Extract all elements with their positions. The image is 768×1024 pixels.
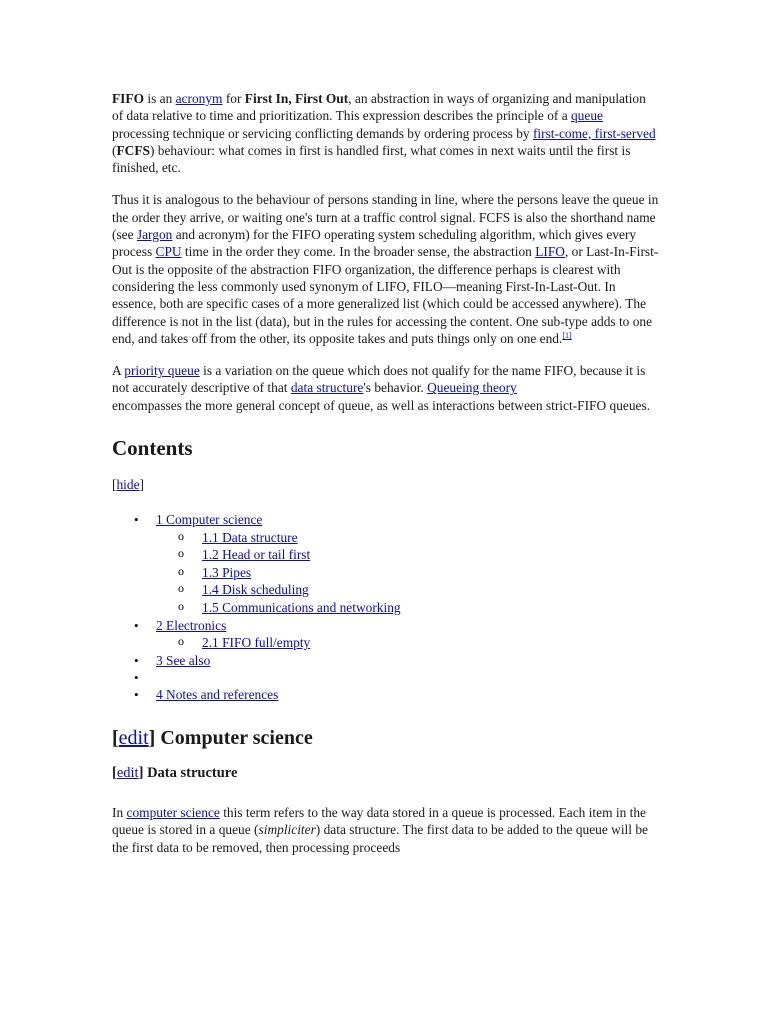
term-fcfs: FCFS [116, 142, 150, 158]
text-run: for [222, 91, 245, 106]
toc-link-communications-and-networking[interactable]: 1.5 Communications and networking [202, 600, 401, 616]
toc-link-fifo-full-empty[interactable]: 2.1 FIFO full/empty [202, 635, 311, 651]
toc-link-see-also[interactable]: 3 See also [156, 652, 211, 668]
toc-item [156, 686, 660, 704]
table-of-contents [112, 511, 660, 704]
toc-subitem [202, 529, 660, 547]
subsection-title: Data structure [143, 764, 238, 781]
text-run: In [112, 804, 127, 820]
bracket: ] [148, 726, 156, 749]
toc-subitem [202, 546, 660, 564]
text-run: is a variation on the queue which does not qualify for the name FIFO, because it is not accurately descriptive of that [112, 363, 646, 396]
lifo-link[interactable]: LIFO [535, 244, 565, 260]
text-run: and acronym) for the FIFO operating system scheduling algorithm, which gives every process [112, 227, 637, 260]
cpu-link[interactable]: CPU [155, 244, 182, 260]
intro-paragraph-2 [112, 191, 660, 347]
subsection-heading-data-structure [112, 764, 660, 782]
toc-title: Contents [112, 436, 193, 461]
intro-paragraph-3 [112, 362, 660, 414]
text-run: Thus it is analogous to the behaviour of persons standing in line, where the persons leave the queue in the order they arrive, or waiting one's turn at a traffic control signal. FCFS is also the shorthand name (see [112, 192, 659, 243]
text-run: ) behaviour: what comes in first is handled first, what comes in next waits until the first is finished, etc. [112, 142, 631, 176]
bracket: [ [112, 764, 117, 781]
text-run: , or Last-In-First-Out is the opposite of the abstraction FIFO organization, the difference perhaps is clearest with considering the less commonly used synonym of LIFO, FILO—meaning First-In-Last-Out. In essence, both are specific cases of a more generalized list (which could be accessed anywhere). The difference is not in the list (data), but in the rules for accessing the content. One sub-type adds to one end, and takes off from the other, its opposite takes and puts things only on one end. [112, 244, 659, 346]
toc-sublist [156, 529, 660, 617]
bracket: [ [112, 726, 119, 749]
data-structure-link[interactable]: data structure [290, 380, 364, 396]
toc-hide-toggle [112, 476, 660, 493]
computer-science-link[interactable]: computer science [126, 804, 220, 820]
bracket: ] [139, 477, 144, 493]
first-come-first-served-link[interactable]: first-come, first-served [532, 125, 656, 141]
text-run: ) data structure. The first data to be added to the queue will be the first data to be removed, then processing proceeds [112, 822, 648, 855]
toc-subitem [202, 599, 660, 617]
bracket: ] [138, 764, 144, 781]
toc-spacer [156, 669, 660, 686]
edit-link-data-structure[interactable]: edit [116, 764, 139, 781]
toc-link-computer-science[interactable]: 1 Computer science [156, 512, 263, 528]
edit-link-computer-science[interactable]: edit [118, 726, 149, 749]
section-heading-computer-science [112, 726, 660, 750]
toc-subitem [202, 581, 660, 599]
text-run: time in the order they come. In the broader sense, the abstraction [181, 244, 536, 260]
intro-paragraph-1 [112, 90, 660, 176]
toc-link-data-structure[interactable]: 1.1 Data structure [202, 529, 298, 545]
toc-link-head-or-tail-first[interactable]: 1.2 Head or tail first [202, 547, 311, 563]
text-run: processing technique or servicing conflicting demands by ordering process by [112, 125, 533, 141]
text-run: A [112, 363, 125, 379]
toc-sublist [156, 634, 660, 652]
text-run: this term refers to the way data stored in a queue is processed. Each item in the queue is stored in a queue ( [112, 804, 646, 838]
queue-link[interactable]: queue [570, 108, 603, 124]
toc-link-disk-scheduling[interactable]: 1.4 Disk scheduling [202, 582, 309, 598]
text-run: is an [144, 91, 176, 106]
acronym-link[interactable]: acronym [175, 91, 223, 106]
reference-1-link[interactable]: [1] [562, 330, 572, 340]
term-first-in-first-out: First In, First Out [244, 91, 349, 106]
text-run: 's behavior. [363, 380, 428, 396]
bracket: [ [112, 477, 117, 493]
section-title: Computer science [155, 726, 313, 749]
toc-link-pipes[interactable]: 1.3 Pipes [202, 564, 252, 580]
toc-hide-link[interactable]: hide [116, 477, 140, 493]
toc-link-electronics[interactable]: 2 Electronics [156, 617, 227, 633]
priority-queue-link[interactable]: priority queue [124, 363, 200, 379]
text-run: encompasses the more general concept of queue, as well as interactions between strict-FIFO queues. [112, 397, 651, 413]
toc-link-notes-and-references[interactable]: 4 Notes and references [156, 687, 279, 703]
toc-item [156, 652, 660, 670]
term-fifo: FIFO [112, 91, 144, 106]
toc-subitem [202, 564, 660, 582]
toc-item [156, 511, 660, 617]
text-run: , an abstraction in ways of organizing and manipulation of data relative to time and prioritization. This expression describes the principle of a [112, 91, 646, 124]
text-run: ( [112, 142, 117, 158]
term-simpliciter: simpliciter [258, 822, 316, 838]
data-structure-paragraph [112, 804, 660, 856]
toc-item [156, 617, 660, 652]
jargon-link[interactable]: Jargon [136, 227, 173, 243]
queueing-theory-link[interactable]: Queueing theory [427, 380, 517, 396]
toc-subitem [202, 634, 660, 652]
